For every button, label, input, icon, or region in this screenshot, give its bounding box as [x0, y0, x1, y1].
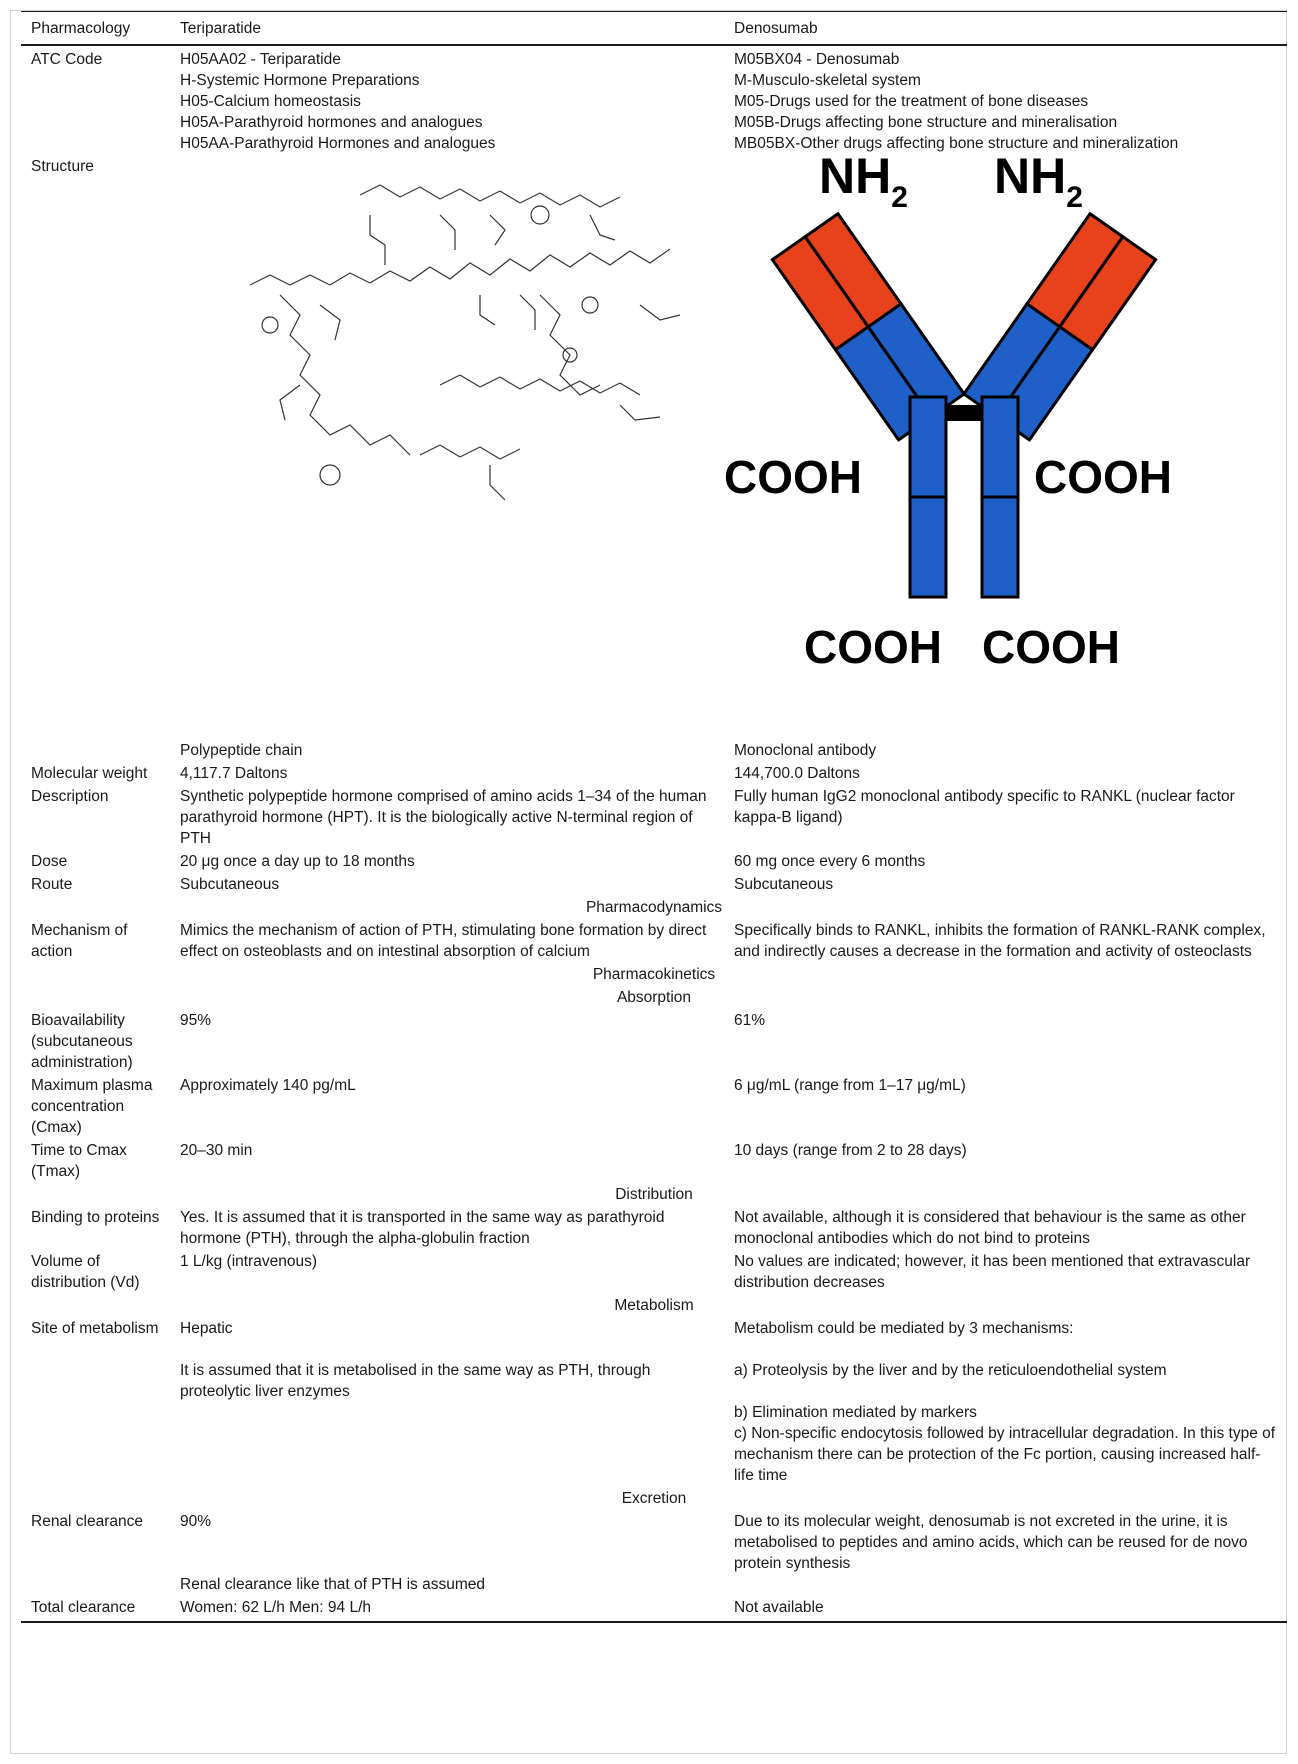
binding-label: Binding to proteins	[31, 1209, 160, 1226]
site-metabolism-label: Site of metabolism	[31, 1320, 159, 1337]
header-teriparatide: Teriparatide	[170, 12, 724, 46]
section-row	[21, 963, 1287, 986]
mechanism-teriparatide: Mimics the mechanism of action of PTH, stimulating bone formation by direct effect on osteoblasts and on intestinal absorption of calcium	[180, 922, 707, 960]
site-deno-2: a) Proteolysis by the liver and by the reticuloendothelial system	[734, 1362, 1167, 1379]
hinge-bar	[942, 405, 986, 421]
structure-label: Structure	[31, 158, 94, 175]
row-site-metabolism	[21, 1317, 1287, 1487]
row-binding	[21, 1206, 1287, 1250]
renal-teri-1: 90%	[180, 1513, 212, 1530]
mw-teriparatide: 4,117.7 Daltons	[180, 765, 288, 782]
dose-label: Dose	[31, 853, 68, 870]
row-tmax	[21, 1139, 1287, 1183]
vd-denosumab: No values are indicated; however, it has been mentioned that extravascular distribution decreases	[734, 1253, 1251, 1291]
route-denosumab: Subcutaneous	[734, 876, 834, 893]
row-structure	[21, 155, 1287, 739]
row-molecular-weight	[21, 762, 1287, 785]
cooh-left-label: COOH	[724, 451, 862, 503]
total-teriparatide: Women: 62 L/h Men: 94 L/h	[170, 1596, 724, 1622]
section-row	[21, 986, 1287, 1009]
row-description	[21, 785, 1287, 850]
renal-denosumab: Due to its molecular weight, denosumab is not excreted in the urine, it is metabolised to peptides and amino acids, which can be reused for de novo protein synthesis	[734, 1513, 1248, 1572]
vd-teriparatide: 1 L/kg (intravenous)	[180, 1253, 317, 1270]
row-vd	[21, 1250, 1287, 1294]
table-container	[10, 10, 1287, 1754]
section-absorption: Absorption	[616, 989, 692, 1006]
teriparatide-molecule-image	[240, 155, 700, 515]
denosumab-caption: Monoclonal antibody	[734, 742, 877, 759]
row-dose	[21, 850, 1287, 873]
row-atc-code	[21, 45, 1287, 155]
dose-denosumab: 60 mg once every 6 months	[734, 853, 926, 870]
header-pharmacology: Pharmacology	[21, 12, 170, 46]
fc-region	[910, 397, 1018, 597]
cooh-bottom-left-label: COOH	[804, 621, 942, 673]
atc-denosumab	[724, 45, 1287, 155]
row-structure-caption	[21, 739, 1287, 762]
route-teriparatide: Subcutaneous	[180, 876, 280, 893]
cooh-bottom-right-label: COOH	[982, 621, 1120, 673]
cmax-label: Maximum plasma concentration (Cmax)	[31, 1077, 153, 1136]
atc-deno-line: M05BX04 - Denosumab	[734, 51, 900, 68]
row-mechanism	[21, 919, 1287, 963]
binding-teriparatide: Yes. It is assumed that it is transported in the same way as parathyroid hormone (PTH), through the alpha-globulin fraction	[180, 1209, 665, 1247]
atc-deno-line: M05B-Drugs affecting bone structure and mineralisation	[734, 114, 1118, 131]
atc-deno-line: M-Musculo-skeletal system	[734, 72, 921, 89]
section-row	[21, 896, 1287, 919]
section-row	[21, 1183, 1287, 1206]
atc-deno-line: M05-Drugs used for the treatment of bone diseases	[734, 93, 1089, 110]
cmax-teriparatide: Approximately 140 pg/mL	[180, 1077, 356, 1094]
atc-label: ATC Code	[31, 51, 103, 68]
atc-teri-line: H05-Calcium homeostasis	[180, 93, 361, 110]
atc-teri-line: H05A-Parathyroid hormones and analogues	[180, 114, 483, 131]
section-pharmacokinetics: Pharmacokinetics	[592, 966, 716, 983]
renal-label: Renal clearance	[31, 1513, 144, 1530]
section-pharmacodynamics: Pharmacodynamics	[585, 899, 723, 916]
tmax-denosumab: 10 days (range from 2 to 28 days)	[734, 1142, 967, 1159]
site-deno-4: c) Non-specific endocytosis followed by intracellular degradation. In this type of mechanism there can be protection of the Fc portion, causing increased half-life time	[734, 1425, 1276, 1484]
row-renal	[21, 1510, 1287, 1596]
row-bioavailability	[21, 1009, 1287, 1074]
nh2-left-label: $NH_2$	[819, 155, 908, 214]
atc-teri-line: H05AA-Parathyroid Hormones and analogues	[180, 135, 496, 152]
cooh-right-label: COOH	[1034, 451, 1172, 503]
mw-denosumab: 144,700.0 Daltons	[734, 765, 860, 782]
mechanism-denosumab: Specifically binds to RANKL, inhibits the formation of RANKL-RANK complex, and indirectly causes a decrease in the formation and activity of osteoclasts	[734, 922, 1266, 960]
site-teri-2: It is assumed that it is metabolised in the same way as PTH, through proteolytic liver enzymes	[180, 1362, 651, 1400]
site-metabolism-teriparatide	[170, 1317, 724, 1487]
header-row	[21, 12, 1287, 46]
section-row	[21, 1487, 1287, 1510]
cmax-denosumab: 6 μg/mL (range from 1–17 μg/mL)	[734, 1077, 966, 1094]
section-row	[21, 1294, 1287, 1317]
atc-teri-line: H05AA02 - Teriparatide	[180, 51, 341, 68]
teriparatide-caption: Polypeptide chain	[180, 742, 303, 759]
tmax-label: Time to Cmax (Tmax)	[31, 1142, 127, 1180]
renal-teri-2: Renal clearance like that of PTH is assumed	[180, 1576, 485, 1593]
binding-denosumab: Not available, although it is considered that behaviour is the same as other monoclonal antibodies which do not bind to proteins	[734, 1209, 1246, 1247]
section-distribution: Distribution	[615, 1186, 693, 1203]
row-cmax	[21, 1074, 1287, 1139]
site-teri-1: Hepatic	[180, 1320, 233, 1337]
section-metabolism: Metabolism	[614, 1297, 694, 1314]
atc-deno-line: MB05BX-Other drugs affecting bone structure and mineralization	[734, 135, 1179, 152]
header-denosumab: Denosumab	[724, 12, 1287, 46]
nh2-right-label: $NH_2$	[994, 155, 1083, 214]
row-total-clearance	[21, 1596, 1287, 1622]
bioavailability-teriparatide: 95%	[180, 1012, 212, 1029]
mechanism-label: Mechanism of action	[31, 922, 128, 960]
description-label: Description	[31, 788, 109, 805]
total-denosumab: Not available	[724, 1596, 1287, 1622]
section-excretion: Excretion	[621, 1490, 687, 1507]
atc-teriparatide	[170, 45, 724, 155]
site-metabolism-denosumab	[724, 1317, 1287, 1487]
route-label: Route	[31, 876, 73, 893]
atc-teri-line: H-Systemic Hormone Preparations	[180, 72, 420, 89]
site-deno-3: b) Elimination mediated by markers	[734, 1404, 977, 1421]
renal-teriparatide	[170, 1510, 724, 1596]
site-deno-1: Metabolism could be mediated by 3 mechanisms:	[734, 1320, 1074, 1337]
bioavailability-denosumab: 61%	[734, 1012, 766, 1029]
bioavailability-label: Bioavailability (subcutaneous administration)	[31, 1012, 133, 1071]
description-teriparatide: Synthetic polypeptide hormone comprised of amino acids 1–34 of the human parathyroid hormone (HPT). It is the biologically active N-terminal region of PTH	[180, 788, 707, 847]
total-label: Total clearance	[21, 1596, 170, 1622]
mw-label: Molecular weight	[31, 765, 148, 782]
denosumab-structure-cell	[724, 155, 1287, 739]
antibody-diagram	[724, 155, 1204, 675]
vd-label: Volume of distribution (Vd)	[31, 1253, 140, 1291]
tmax-teriparatide: 20–30 min	[180, 1142, 253, 1159]
pharmacology-table	[21, 11, 1287, 1623]
teriparatide-structure-cell	[170, 155, 724, 739]
dose-teriparatide: 20 μg once a day up to 18 months	[180, 853, 415, 870]
row-route	[21, 873, 1287, 896]
description-denosumab: Fully human IgG2 monoclonal antibody specific to RANKL (nuclear factor kappa-B ligand)	[734, 788, 1235, 826]
